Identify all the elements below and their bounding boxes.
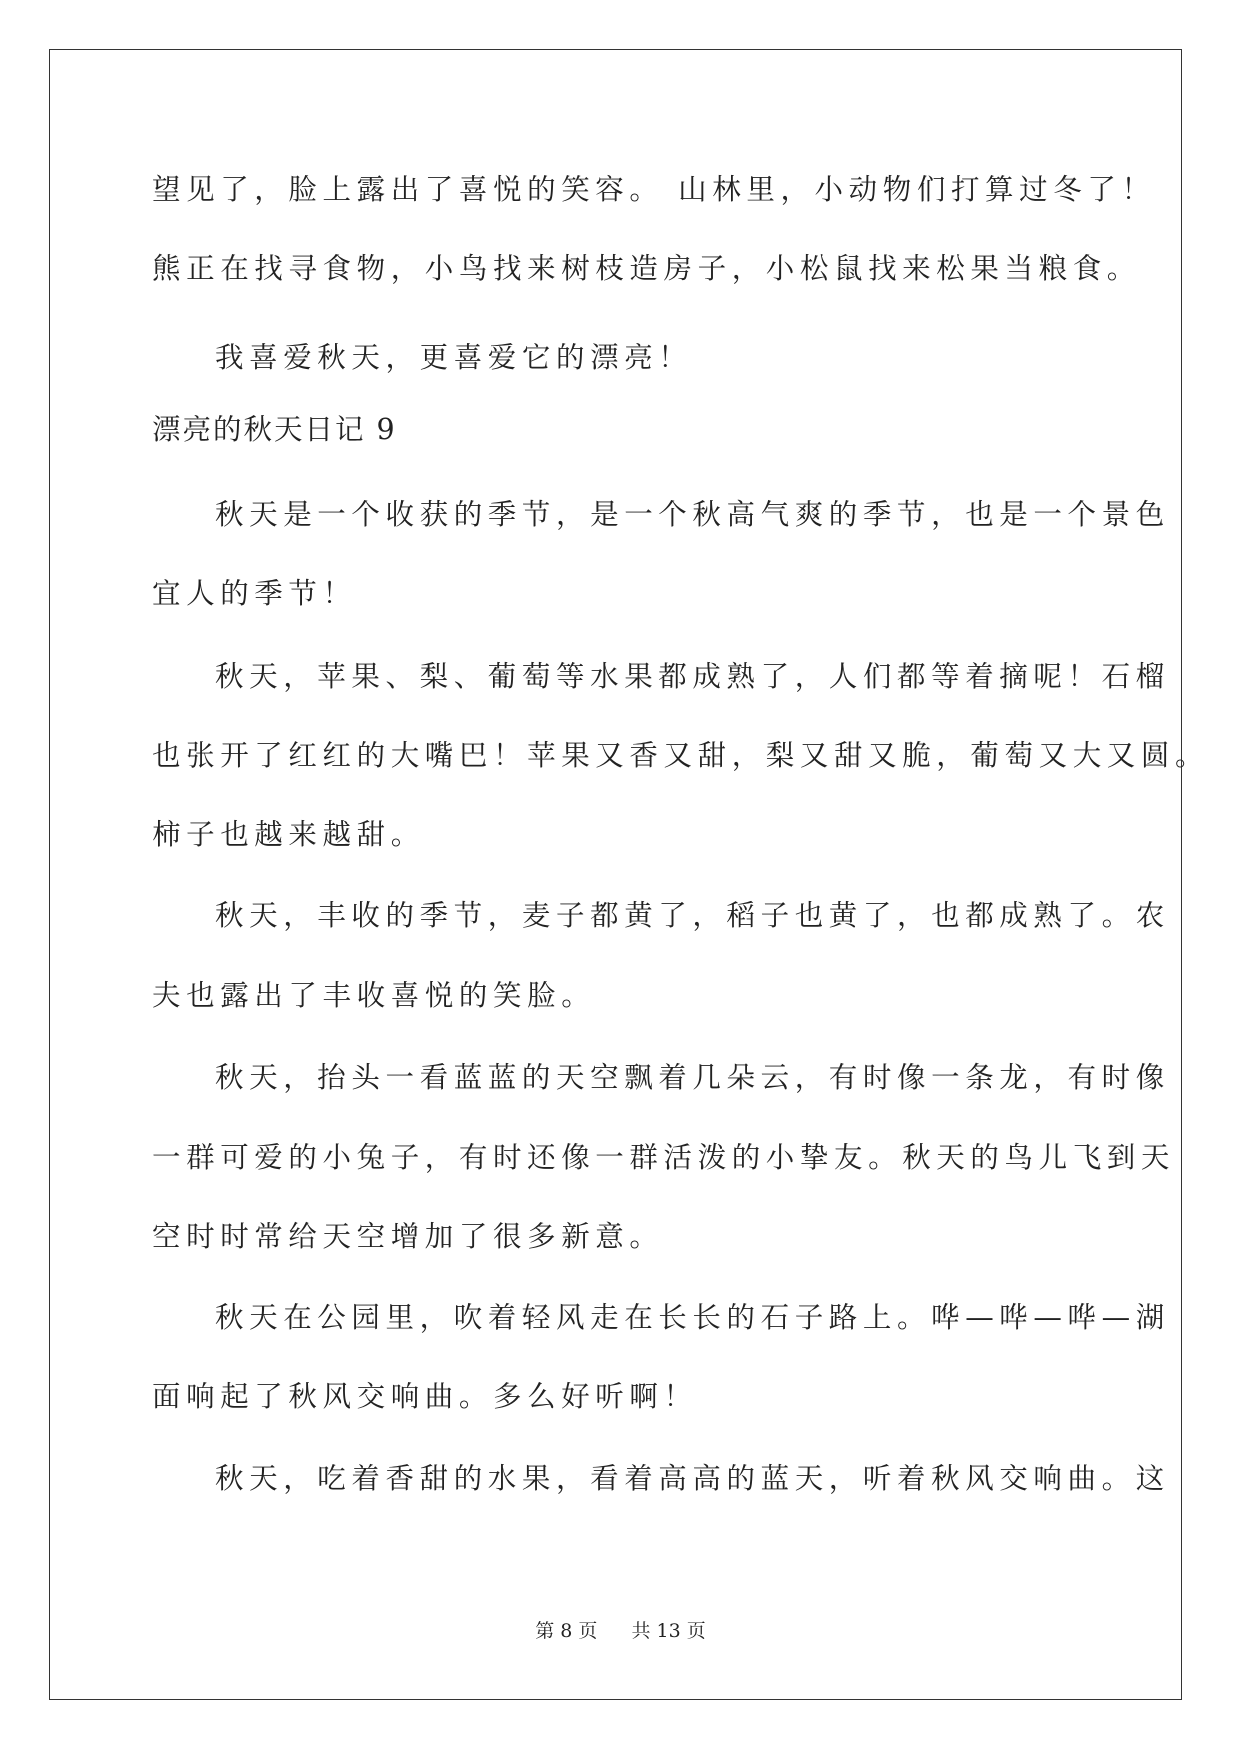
text-line: 我喜爱秋天，更喜爱它的漂亮！ <box>215 341 693 374</box>
section-heading: 漂亮的秋天日记 9 <box>152 413 397 446</box>
text-line: 秋天，丰收的季节，麦子都黄了，稻子也黄了，也都成熟了。农 <box>215 899 1170 932</box>
text-line: 夫也露出了丰收喜悦的笑脸。 <box>152 979 596 1012</box>
text-line: 秋天是一个收获的季节，是一个秋高气爽的季节，也是一个景色 <box>215 498 1170 531</box>
text-line: 秋天，吃着香甜的水果，看着高高的蓝天，听着秋风交响曲。这 <box>215 1462 1170 1495</box>
text-line: 柿子也越来越甜。 <box>152 818 425 851</box>
text-line: 面响起了秋风交响曲。多么好听啊！ <box>152 1380 698 1413</box>
text-line: 空时时常给天空增加了很多新意。 <box>152 1220 664 1253</box>
text-line: 秋天，抬头一看蓝蓝的天空飘着几朵云，有时像一条龙，有时像 <box>215 1061 1170 1094</box>
text-line: 秋天在公园里，吹着轻风走在长长的石子路上。哗—哗—哗—湖 <box>215 1301 1170 1334</box>
text-line: 熊正在找寻食物，小鸟找来树枝造房子，小松鼠找来松果当粮食。 <box>152 252 1141 285</box>
text-line: 秋天，苹果、梨、葡萄等水果都成熟了，人们都等着摘呢！石榴 <box>215 660 1170 693</box>
page-total: 共 13 页 <box>631 1620 706 1642</box>
page-number: 第 8 页 <box>535 1620 598 1642</box>
page-footer <box>0 1616 1241 1643</box>
text-line: 望见了，脸上露出了喜悦的笑容。 山林里，小动物们打算过冬了！ <box>152 173 1156 206</box>
page-frame <box>49 49 1182 1700</box>
text-line: 一群可爱的小兔子，有时还像一群活泼的小挚友。秋天的鸟儿飞到天 <box>152 1141 1176 1174</box>
text-line: 宜人的季节！ <box>152 577 357 610</box>
text-line: 也张开了红红的大嘴巴！苹果又香又甜，梨又甜又脆，葡萄又大又圆。 <box>152 739 1210 772</box>
